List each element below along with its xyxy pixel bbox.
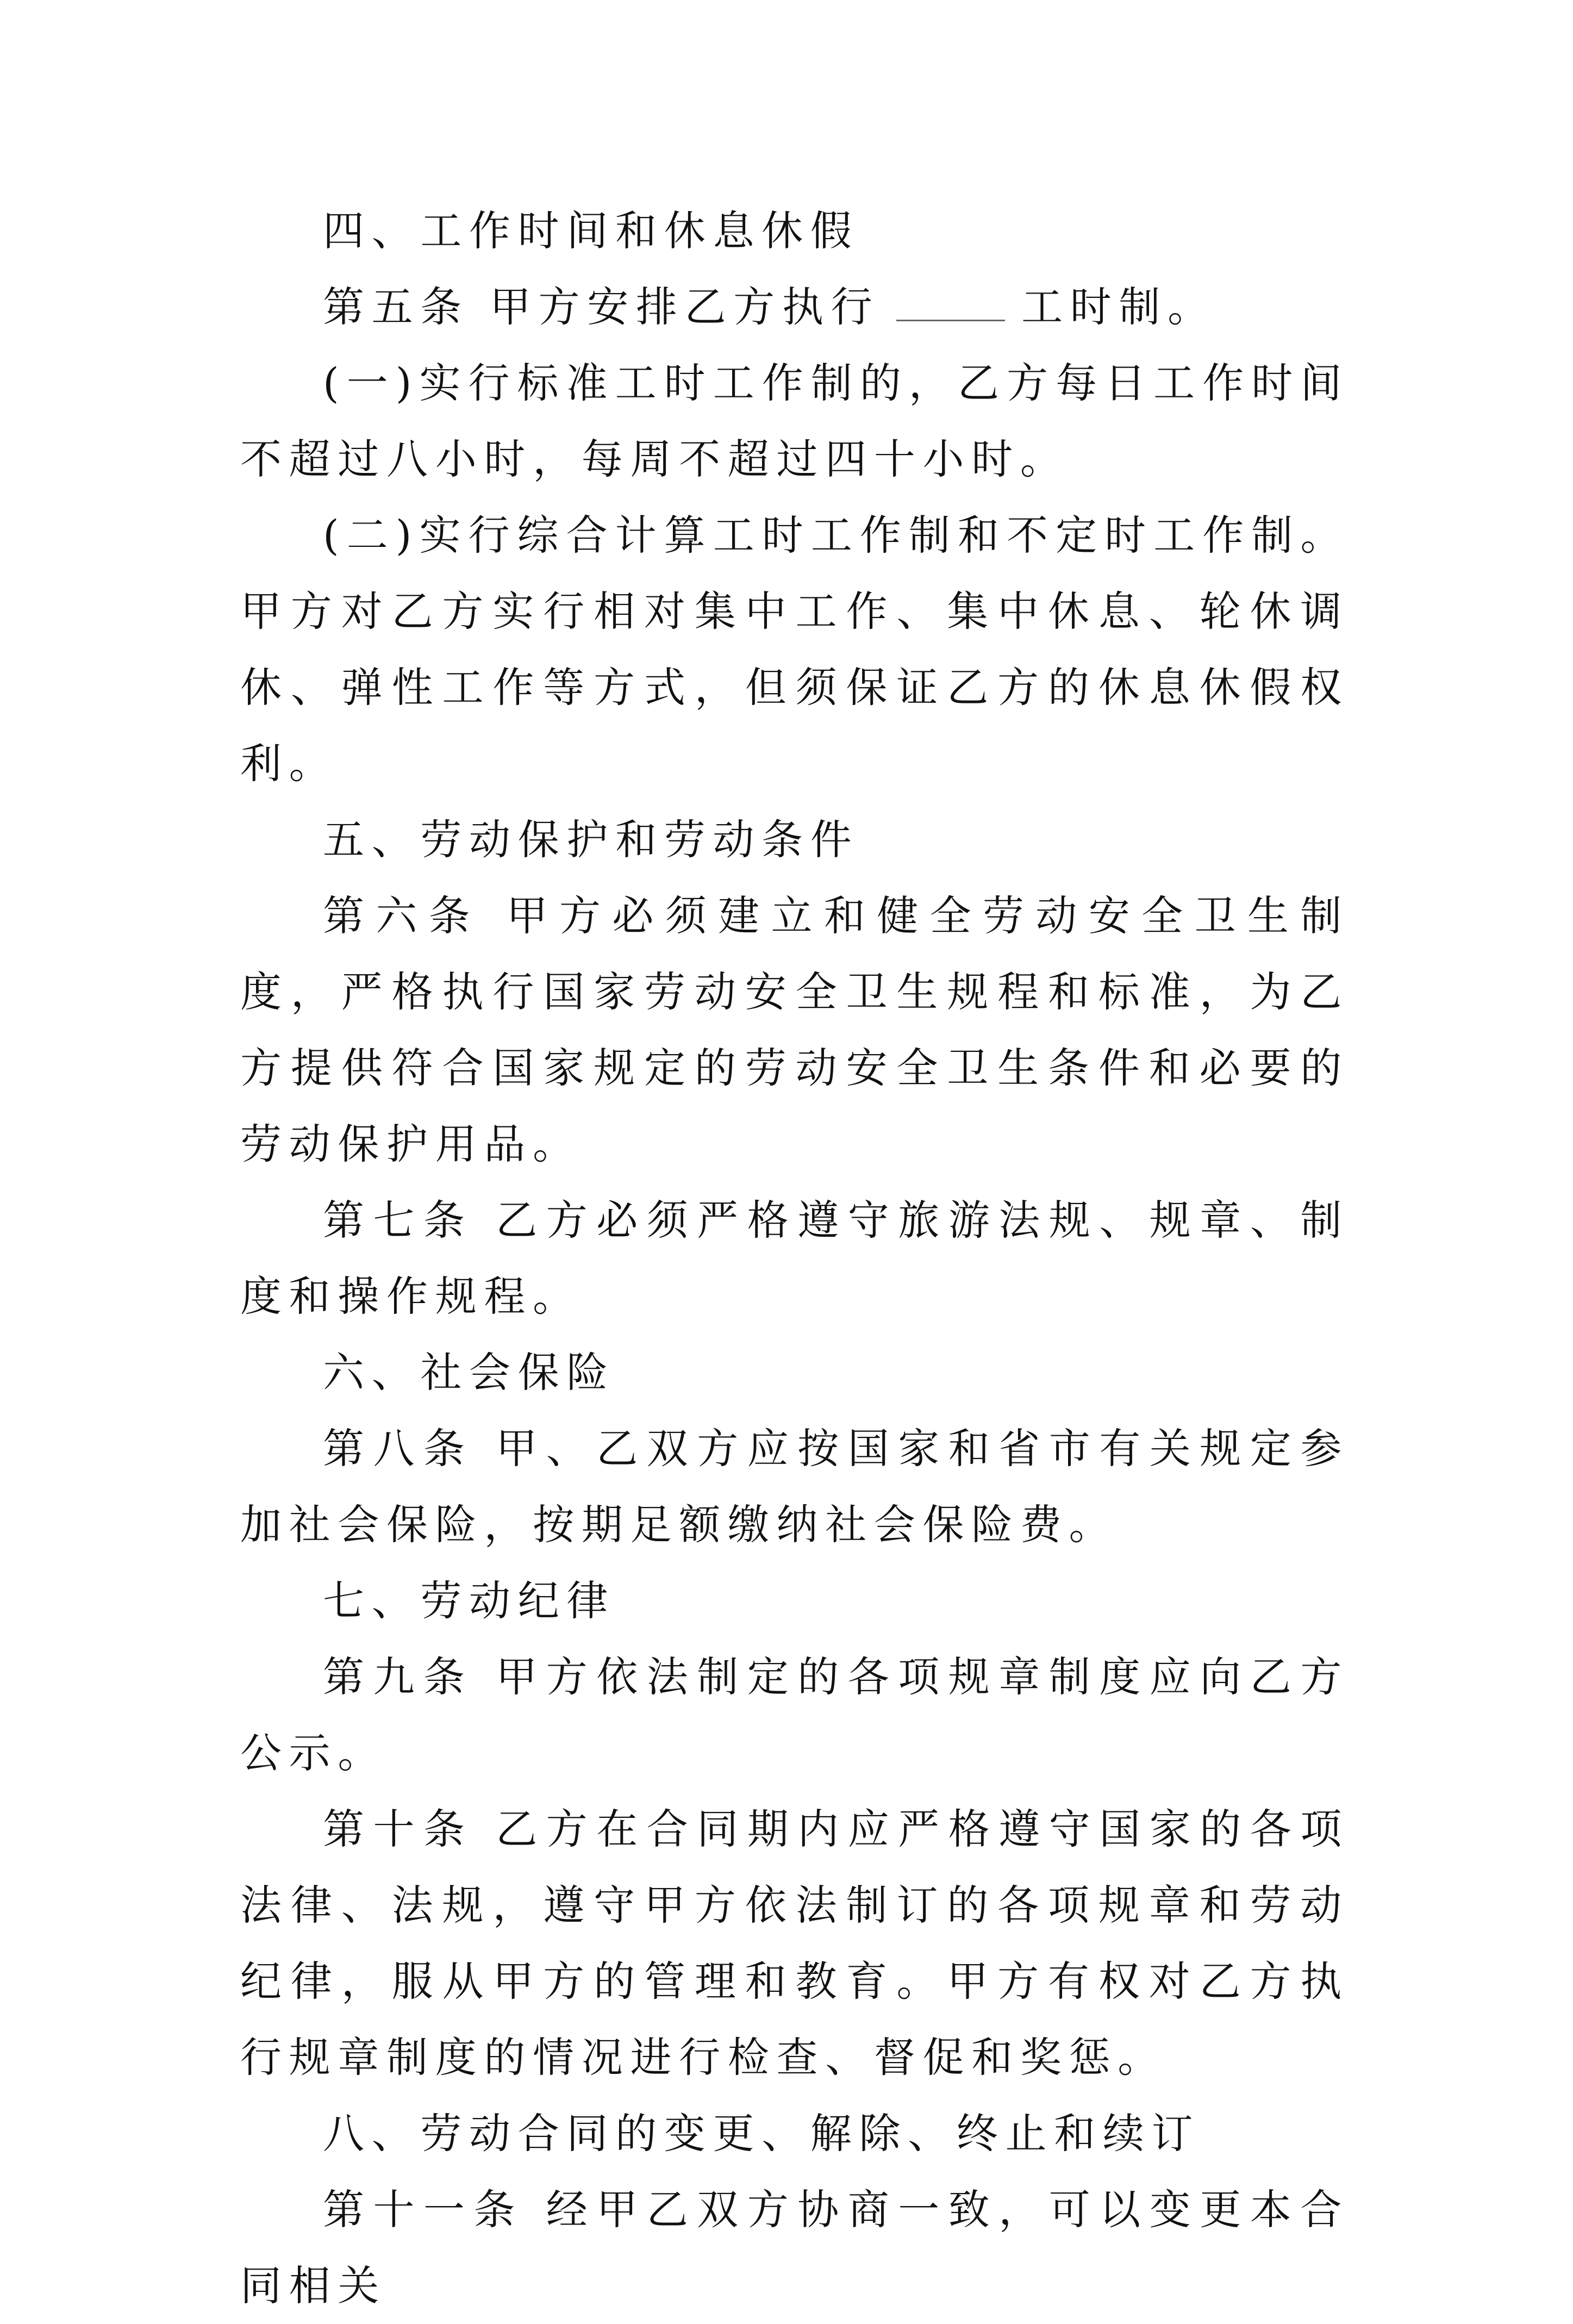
article-5 [240,269,1349,345]
section-heading-6: 六、社会保险 [323,1348,616,1397]
article-6: 第六条 甲方必须建立和健全劳动安全卫生制度，严格执行国家劳动安全卫生规程和标准，为乙方提供符合国家规定的劳动安全卫生条件和必要的劳动保护用品。 [240,892,1349,1168]
article-11: 第十一条 经甲乙双方协商一致，可以变更本合同相关 [240,2185,1349,2310]
article-5-item-1: (一)实行标准工时工作制的，乙方每日工作时间不超过八小时，每周不超过四十小时。 [240,359,1349,483]
article-5-item-2: (二)实行综合计算工时工作制和不定时工作制。甲方对乙方实行相对集中工作、集中休息、轮休调休、弹性工作等方式，但须保证乙方的休息休假权利。 [240,511,1349,788]
section-heading-4: 四、工作时间和休息休假 [323,207,859,255]
section-heading-7: 七、劳动纪律 [323,1577,616,1625]
article-7: 第七条 乙方必须严格遵守旅游法规、规章、制度和操作规程。 [240,1196,1349,1320]
article-9: 第九条 甲方依法制定的各项规章制度应向乙方公示。 [240,1653,1349,1777]
article-8: 第八条 甲、乙双方应按国家和省市有关规定参加社会保险，按期足额缴纳社会保险费。 [240,1424,1349,1549]
article-5-suffix: 工时制。 [1021,283,1216,331]
section-heading-5: 五、劳动保护和劳动条件 [323,815,859,864]
article-10: 第十条 乙方在合同期内应严格遵守国家的各项法律、法规，遵守甲方依法制订的各项规章和劳动纪律，服从甲方的管理和教育。甲方有权对乙方执行规章制度的情况进行检查、督促和奖惩。 [240,1805,1349,2082]
document-body [240,193,1349,2324]
fill-in-blank [896,319,1005,321]
section-heading-8: 八、劳动合同的变更、解除、终止和续订 [323,2109,1201,2158]
article-5-text: 第五条 甲方安排乙方执行 [323,283,880,331]
